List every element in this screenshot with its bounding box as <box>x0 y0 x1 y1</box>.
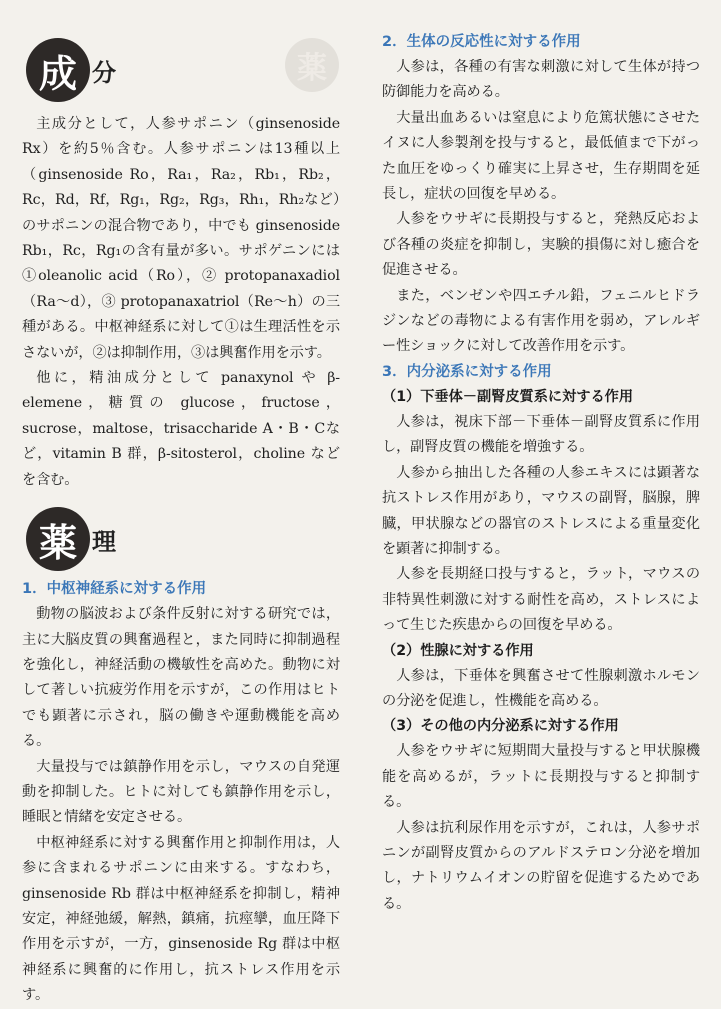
pharmacology-heading-rest: 理 <box>92 527 116 556</box>
section1-paragraph-2: 大量投与では鎮静作用を示し，マウスの自発運動を抑制した。ヒトに対しても鎮静作用を示し，睡眠と情緒を安定させる。 <box>22 758 340 826</box>
components-heading-rest: 分 <box>92 58 116 87</box>
section3-sub3-paragraph-1: 人参をウサギに短期間大量投与すると甲状腺機能を高めるが，ラットに長期投与すると抑制する。 <box>382 743 700 811</box>
components-paragraph-2: 他に，精油成分として panaxynol や β-elemene，糖質の glucose，fructose，sucrose，maltose，trisaccharide A・B・Cなど，vitamin B 群，β-sitosterol，choline などを含む。 <box>22 370 340 488</box>
section3-sub1-paragraph-3: 人参を長期経口投与すると，ラット，マウスの非特異性刺激に対する耐性を高め，ストレスによって生じた疾患からの回復を早める。 <box>382 566 700 634</box>
pharmacology-heading <box>26 507 340 571</box>
section2-paragraph-1: 人参は，各種の有害な刺激に対して生体が持つ防御能力を高める。 <box>382 59 700 101</box>
section3-title: 3．内分泌系に対する作用 <box>382 363 552 380</box>
pharmacology-heading-circle: 薬 <box>26 507 90 571</box>
section3-sub1-title: （1）下垂体－副腎皮質系に対する作用 <box>382 388 634 405</box>
right-column <box>382 0 700 917</box>
section2-paragraph-2: 大量出血あるいは窒息により危篤状態にさせたイヌに人参製剤を投与すると，最低値まで下がった血圧をゆっくり確実に上昇させ，生存期間を延長し，症状の回復を早める。 <box>382 109 700 203</box>
section2-paragraph-4: また，ベンゼンや四エチル鉛，フェニルヒドラジンなどの毒物による有害作用を弱め，アレルギー性ショックに対して改善作用を示す。 <box>382 287 700 355</box>
section3-sub1-paragraph-1: 人参は，視床下部－下垂体－副腎皮質系に作用し，副腎皮質の機能を増強する。 <box>382 413 700 456</box>
section1-paragraph-3: 中枢神経系に対する興奮作用と抑制作用は，人参に含まれるサポニンに由来する。すなわち，ginsenoside Rb 群は中枢神経系を抑制し，精神安定，神経弛緩，解熱，鎮痛，抗痙攣，血圧降下作用を示すが，一方，ginsenoside Rg 群は中枢神経系に興奮的に作用し，抗ストレス作用を示す。 <box>22 834 340 1004</box>
components-heading <box>26 38 340 102</box>
section3-sub3-paragraph-2: 人参は抗利尿作用を示すが，これは，人参サポニンが副腎皮質からのアルドステロン分泌を増加し，ナトリウムイオンの貯留を促進するためである。 <box>382 819 700 912</box>
section3-sub2-title: （2）性腺に対する作用 <box>382 642 534 659</box>
section1-title: 1．中枢神経系に対する作用 <box>22 581 207 598</box>
section3-sub2-paragraph-1: 人参は，下垂体を興奮させて性腺刺激ホルモンの分泌を促進し，性機能を高める。 <box>382 667 700 709</box>
section2-title: 2．生体の反応性に対する作用 <box>382 34 581 50</box>
components-heading-circle: 成 <box>26 38 90 102</box>
section3 <box>382 360 700 917</box>
section2 <box>382 30 700 360</box>
section2-paragraph-3: 人参をウサギに長期投与すると，発熱反応および各種の炎症を抑制し，実験的損傷に対し癒合を促進させる。 <box>382 211 700 279</box>
components-paragraph-1: 主成分として，人参サポニン（ginsenoside Rx）を約5％含む。人参サポニンは13種以上（ginsenoside Ro，Ra₁，Ra₂，Rb₁，Rb₂，Rc，Rd，Rf，Rg₁，Rg₂，Rg₃，Rh₁，Rh₂など）のサポニンの混合物であり，中でも ginsenoside Rb₁，Rc，Rg₁の含有量が多い。サポゲニンには①oleanolic acid（Ro），② protopanaxadiol（Ra〜d），③ protopanaxatriol（Re〜h）の三種がある。中枢神経系に対して①は生理活性を示さないが，②は抑制作用，③は興奮作用を示す。 <box>22 116 340 361</box>
bleed-through-mark: 薬 <box>285 38 339 92</box>
section1-paragraph-1: 動物の脳波および条件反射に対する研究では，主に大脳皮質の興奮過程と，また同時に抑制過程を強化し，神経活動の機敏性を高めた。動物に対して著しい抗疲労作用を示すが，この作用はヒトでも顕著に示され，脳の働きや運動機能を高める。 <box>22 606 340 750</box>
section3-sub3-title: （3）その他の内分泌系に対する作用 <box>382 718 619 735</box>
components-body <box>22 112 340 493</box>
left-column <box>22 0 340 1009</box>
section1 <box>22 577 340 1009</box>
section3-sub1-paragraph-2: 人参から抽出した各種の人参エキスには顕著な抗ストレス作用があり，マウスの副腎，脳腺，脾臓，甲状腺などの器官のストレスによる重量変化を顕著に抑制する。 <box>382 464 700 557</box>
